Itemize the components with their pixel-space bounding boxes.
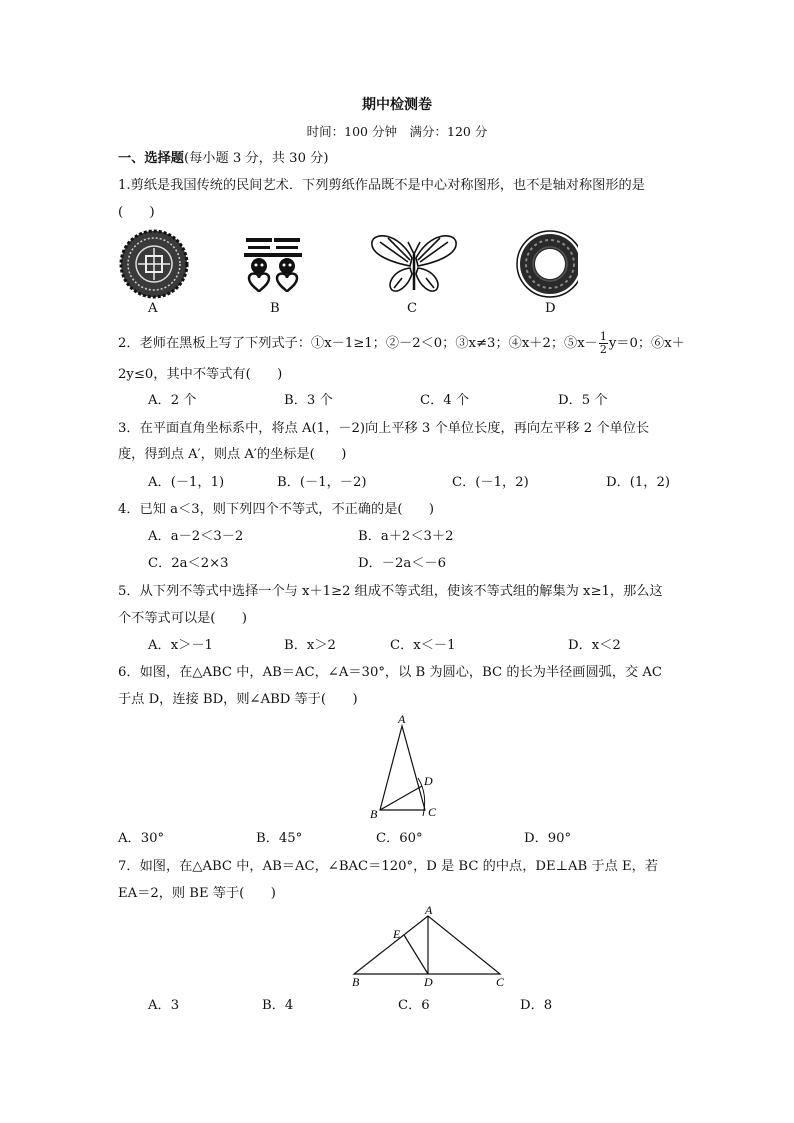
q2-option-b: B．3 个 bbox=[284, 393, 333, 408]
q7-label-b: B bbox=[352, 975, 360, 989]
q1-label-c: C bbox=[407, 301, 418, 316]
q7-triangle-figure bbox=[340, 904, 520, 990]
q7-label-c: C bbox=[496, 975, 505, 989]
q4-stem: 4．已知 a＜3，则下列四个不等式，不正确的是( ) bbox=[118, 502, 435, 517]
q5-option-a: A．x＞－1 bbox=[148, 638, 213, 653]
q7-stem: 7．如图，在△ABC 中，AB＝AC，∠BAC＝120°，D 是 BC 的中点，DE⊥AB 于点 E，若 bbox=[118, 859, 658, 874]
q5-option-d: D．x＜2 bbox=[568, 638, 621, 653]
q3-stem: 3．在平面直角坐标系中，将点 A(1，－2)向上平移 3 个单位长度，再向左平移 2 个单位长 bbox=[118, 421, 650, 436]
q1-stem-2: ( ) bbox=[118, 205, 155, 220]
q6-option-c: C．60° bbox=[376, 831, 423, 846]
q4-option-c: C．2a＜2×3 bbox=[148, 556, 229, 571]
q5-option-b: B．x＞2 bbox=[284, 638, 336, 653]
q3-option-b: B．(－1，－2) bbox=[277, 475, 367, 490]
q3-stem-2: 度，得到点 A′，则点 A′的坐标是( ) bbox=[118, 447, 347, 462]
q6-label-b: B bbox=[370, 807, 378, 821]
q1-label-b: B bbox=[270, 301, 280, 316]
q2-stem-tail: y＝0；⑥x＋ bbox=[608, 336, 685, 351]
q2-option-a: A．2 个 bbox=[148, 393, 197, 408]
q7-triangle-abc bbox=[354, 916, 500, 974]
q6-segment-bd bbox=[380, 786, 422, 810]
q6-option-d: D．90° bbox=[524, 831, 572, 846]
q1-stem: 1.剪纸是我国传统的民间艺术．下列剪纸作品既不是中心对称图形，也不是轴对称图形的是 bbox=[118, 178, 645, 193]
page-title: 期中检测卷 bbox=[362, 97, 432, 113]
q5-stem: 5．从下列不等式中选择一个与 x＋1≥2 组成不等式组，使该不等式组的解集为 x≥1，那么这 bbox=[118, 584, 663, 599]
q7-stem-2: EA＝2，则 BE 等于( ) bbox=[118, 886, 276, 901]
q7-segment-de bbox=[404, 935, 428, 974]
exam-info: 时间：100 分钟 满分：120 分 bbox=[306, 124, 488, 139]
q6-label-c: C bbox=[428, 805, 437, 819]
papercut-a-icon bbox=[121, 231, 187, 297]
q1-label-a: A bbox=[148, 301, 158, 316]
q6-option-a: A．30° bbox=[118, 831, 165, 846]
q6-label-d: D bbox=[424, 774, 433, 788]
q3-option-d: D．(1，2) bbox=[606, 475, 671, 490]
q2-stem bbox=[118, 331, 685, 356]
papercut-d-icon bbox=[517, 231, 578, 297]
q2-stem-text: 2．老师在黑板上写了下列式子：①x－1≥1；②－2＜0；③x≠3；④x＋2；⑤x－ bbox=[118, 336, 598, 351]
papercut-c-icon bbox=[372, 236, 456, 291]
q2-fraction-numerator: 1 bbox=[599, 330, 607, 343]
q6-stem: 6．如图，在△ABC 中，AB＝AC，∠A＝30°，以 B 为圆心，BC 的长为半径画圆弧，交 AC bbox=[118, 665, 663, 680]
q3-option-a: A．(－1，1) bbox=[148, 475, 225, 490]
q4-option-b: B．a＋2＜3＋2 bbox=[358, 529, 454, 544]
papercut-b-icon bbox=[244, 238, 302, 292]
q6-stem-2: 于点 D，连接 BD，则∠ABD 等于( ) bbox=[118, 692, 358, 707]
q2-option-d: D．5 个 bbox=[558, 393, 608, 408]
q2-option-c: C．4 个 bbox=[420, 393, 470, 408]
q2-fraction bbox=[599, 331, 608, 356]
q7-label-a: A bbox=[425, 904, 433, 917]
q7-option-b: B．4 bbox=[262, 998, 294, 1013]
q7-option-c: C．6 bbox=[398, 998, 430, 1013]
q7-option-d: D．8 bbox=[520, 998, 553, 1013]
q4-option-a: A．a－2＜3－2 bbox=[148, 529, 244, 544]
q5-option-c: C．x＜－1 bbox=[390, 638, 456, 653]
q7-option-a: A．3 bbox=[148, 998, 180, 1013]
section-heading bbox=[118, 150, 328, 168]
q7-label-e: E bbox=[393, 927, 401, 941]
q1-figures bbox=[118, 228, 578, 318]
q4-option-d: D．－2a＜－6 bbox=[358, 556, 446, 571]
q2-fraction-denominator: 2 bbox=[599, 343, 607, 356]
q5-stem-2: 个不等式可以是( ) bbox=[118, 611, 247, 626]
q3-option-c: C．(－1，2) bbox=[452, 475, 529, 490]
q7-label-d: D bbox=[424, 975, 433, 989]
q6-triangle-figure bbox=[360, 712, 450, 824]
section-title: 一、选择题 bbox=[118, 151, 184, 166]
q6-option-b: B．45° bbox=[256, 831, 303, 846]
section-note: (每小题 3 分，共 30 分) bbox=[183, 151, 329, 166]
q6-label-a: A bbox=[398, 712, 406, 726]
q2-stem-2: 2y≤0，其中不等式有( ) bbox=[118, 367, 283, 382]
q1-label-d: D bbox=[545, 301, 556, 316]
